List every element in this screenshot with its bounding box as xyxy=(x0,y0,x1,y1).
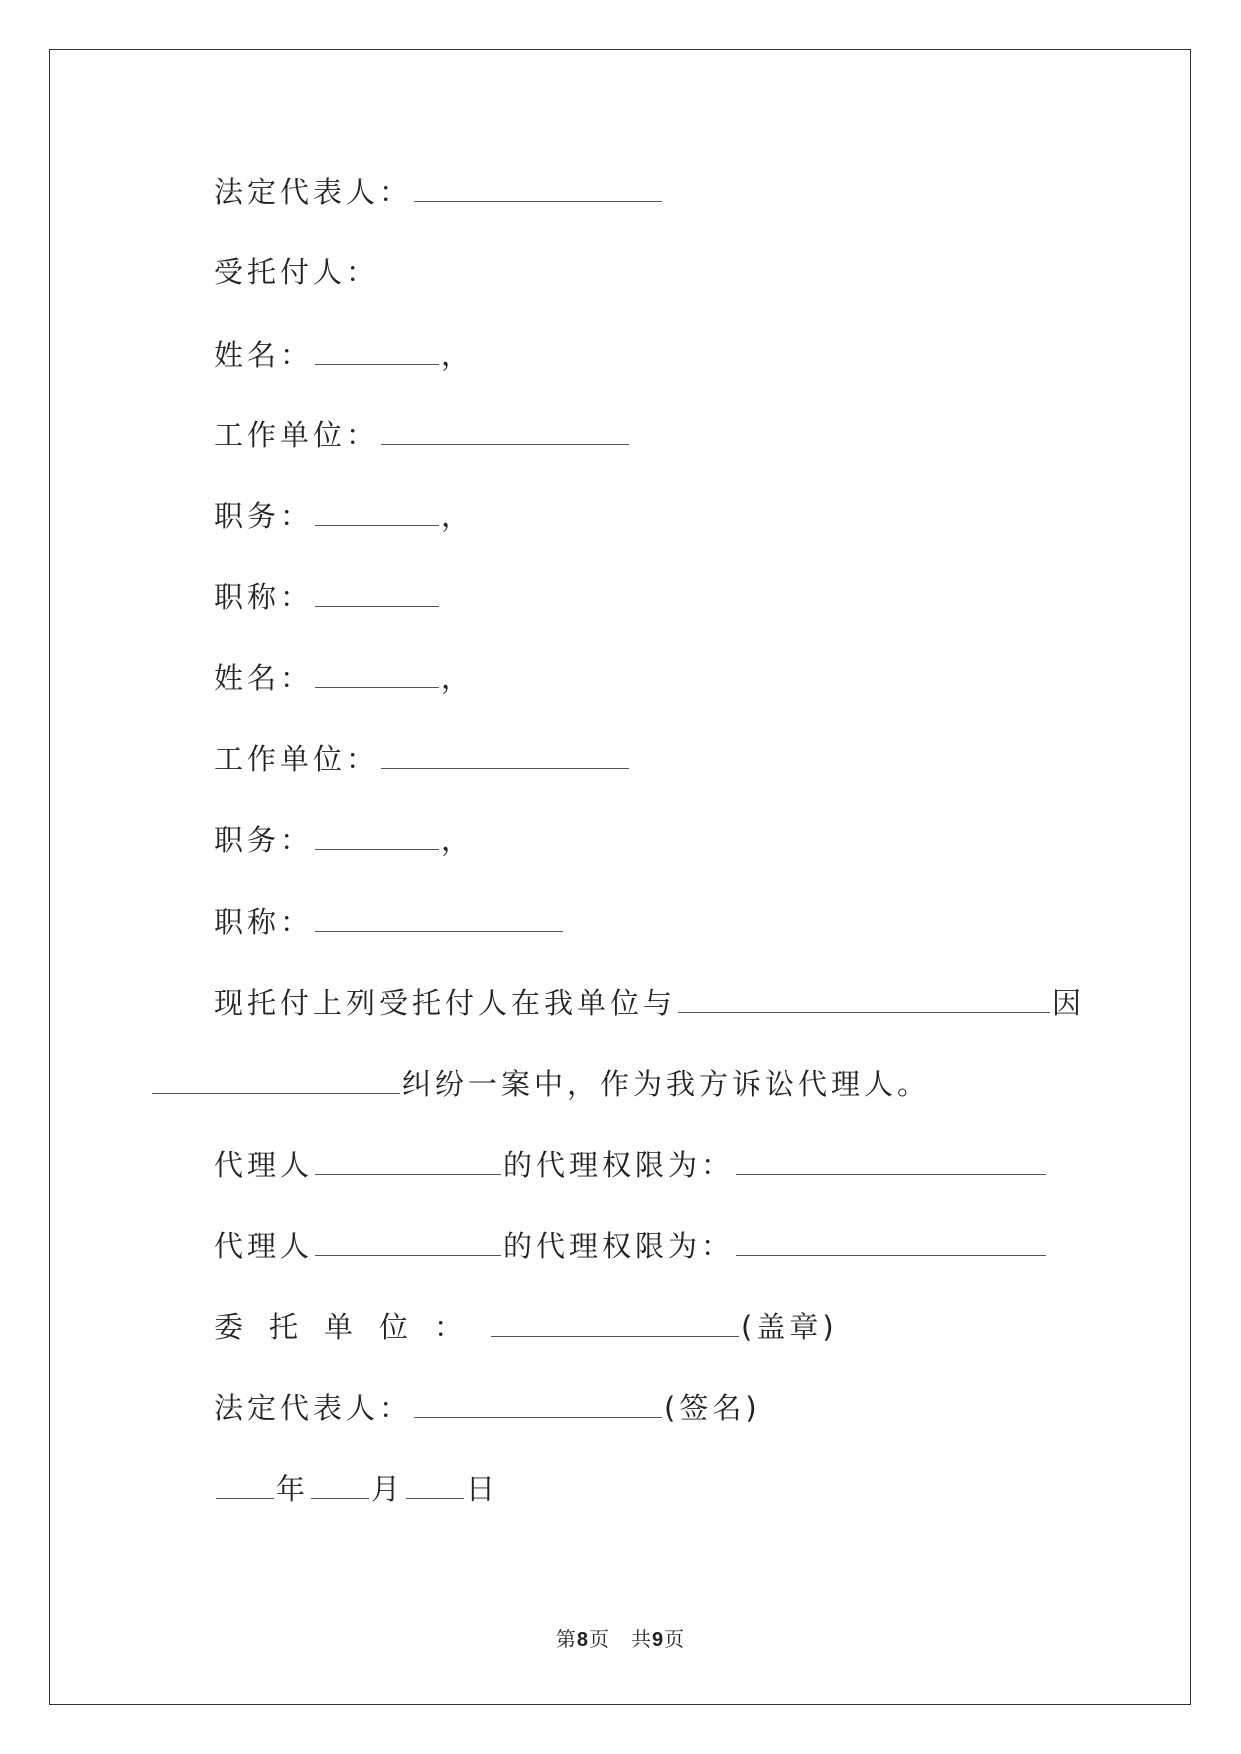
position-blank-1[interactable] xyxy=(315,495,439,526)
authority-blank-1[interactable] xyxy=(736,1144,1046,1175)
agent-authority-line-1: 代理人 的代理权限为： xyxy=(214,1143,1048,1187)
entrust-line: 现托付上列受托付人在我单位与 因 xyxy=(214,981,1085,1025)
counterparty-blank[interactable] xyxy=(678,982,1050,1013)
current-page-number: 8 xyxy=(576,1629,589,1651)
legal-rep-sign-blank[interactable] xyxy=(414,1387,662,1418)
name-line-2: 姓名： ， xyxy=(214,656,474,700)
date-line: 年 月 日 xyxy=(214,1467,499,1511)
name-blank-2[interactable] xyxy=(315,657,439,688)
title-line-1: 职称： xyxy=(214,575,441,619)
position-line-2: 职务： ， xyxy=(214,818,474,862)
entrusting-unit-line: 委托单位： (盖章) xyxy=(214,1305,838,1349)
workplace-line-1: 工作单位： xyxy=(214,413,631,457)
title-line-2: 职称： xyxy=(214,900,565,944)
dispute-line: 纠纷一案中，作为我方诉讼代理人。 xyxy=(150,1062,930,1106)
page-footer: 第8页 共9页 xyxy=(555,1627,686,1651)
position-line-1: 职务： ， xyxy=(214,494,474,538)
day-blank[interactable] xyxy=(406,1468,464,1499)
title-blank-1[interactable] xyxy=(315,576,439,607)
page-border xyxy=(49,49,1191,1705)
workplace-line-2: 工作单位： xyxy=(214,737,631,781)
workplace-blank-1[interactable] xyxy=(381,414,629,445)
dispute-blank[interactable] xyxy=(152,1063,400,1094)
legal-rep-sign-line: 法定代表人： (签名) xyxy=(214,1386,761,1430)
agent-name-blank-1[interactable] xyxy=(315,1144,501,1175)
workplace-blank-2[interactable] xyxy=(381,738,629,769)
title-blank-2[interactable] xyxy=(315,901,563,932)
total-page-number: 9 xyxy=(652,1629,665,1651)
name-blank-1[interactable] xyxy=(315,334,439,365)
agent-name-blank-2[interactable] xyxy=(315,1225,501,1256)
year-blank[interactable] xyxy=(216,1468,274,1499)
trustee-heading: 受托付人： xyxy=(214,255,380,289)
legal-rep-line: 法定代表人： xyxy=(214,170,664,214)
month-blank[interactable] xyxy=(311,1468,369,1499)
name-line-1: 姓名： ， xyxy=(214,333,474,377)
unit-blank[interactable] xyxy=(491,1306,739,1337)
agent-authority-line-2: 代理人 的代理权限为： xyxy=(214,1224,1048,1268)
authority-blank-2[interactable] xyxy=(736,1225,1046,1256)
position-blank-2[interactable] xyxy=(315,819,439,850)
legal-rep-blank[interactable] xyxy=(414,171,662,202)
